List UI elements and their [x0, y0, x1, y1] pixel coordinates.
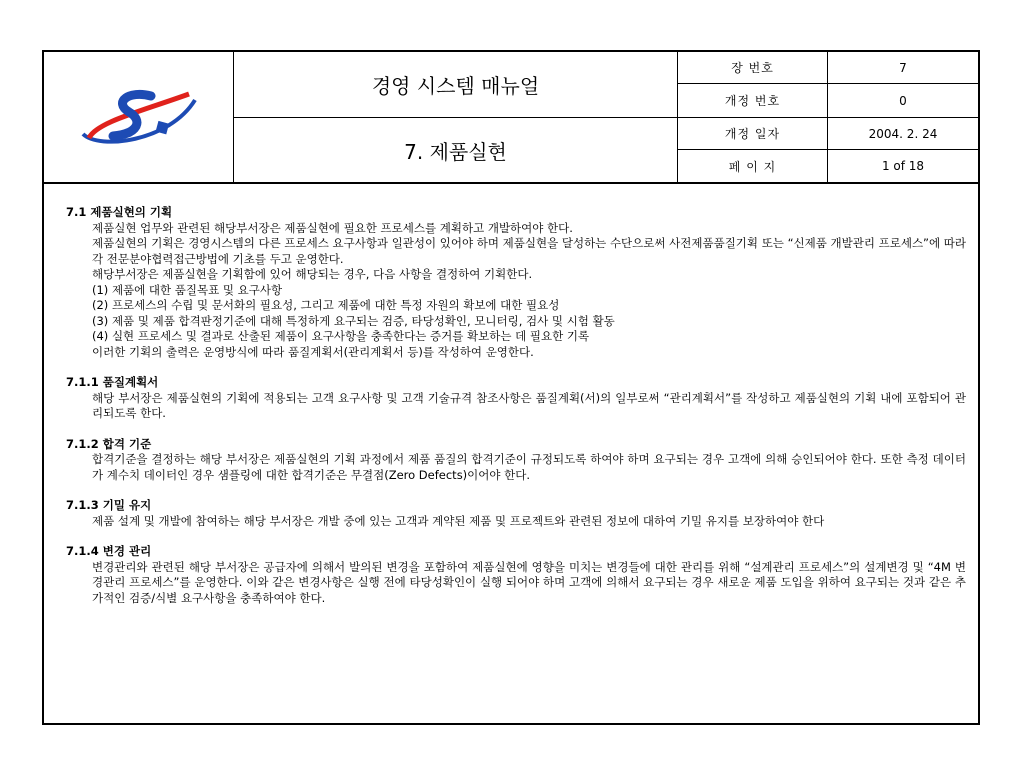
- list-item: (3) 제품 및 제품 합격판정기준에 대해 특정하게 요구되는 검증, 타당성확인, 모니터링, 검사 및 시험 활동: [92, 313, 615, 328]
- section-heading: 7.1 제품실현의 기획: [66, 205, 173, 219]
- company-logo-cell: [44, 52, 234, 182]
- manual-title: 경영 시스템 매뉴얼: [234, 52, 678, 118]
- list-item: (1) 제품에 대한 품질목표 및 요구사항: [92, 282, 283, 297]
- paragraph: 이러한 기획의 출력은 운영방식에 따라 품질계획서(관리계획서 등)를 작성하여 운영한다.: [92, 344, 534, 359]
- chapter-number-label: 장 번호: [678, 52, 828, 84]
- company-logo-icon: [79, 82, 199, 152]
- document-frame: [42, 50, 980, 725]
- chapter-number-value: 7: [828, 52, 978, 84]
- paragraph: 해당부서장은 제품실현을 기획함에 있어 해당되는 경우, 다음 사항을 결정하여 기획한다.: [92, 267, 533, 281]
- page-value: 1 of 18: [881, 159, 925, 173]
- list-item: (2) 프로세스의 수립 및 문서화의 필요성, 그리고 제품에 대한 특정 자원의 확보에 대한 필요성: [92, 298, 560, 312]
- paragraph: 제품실현 업무와 관련된 해당부서장은 제품실현에 필요한 프로세스를 계획하고 개발하여야 한다.: [92, 220, 573, 235]
- paragraph: 제품 설계 및 개발에 참여하는 해당 부서장은 개발 중에 있는 고객과 계약된 제품 및 프로젝트와 관련된 정보에 대하여 기밀 유지를 보장하여야 한다: [92, 513, 825, 528]
- section-heading: 7.1.2 합격 기준: [66, 436, 152, 451]
- section-heading: 7.1.1 품질계획서: [66, 375, 159, 389]
- paragraph: 해당 부서장은 제품실현의 기획에 적용되는 고객 요구사항 및 고객 기술규격 참조사항은 품질계획(서)의 일부로써 “관리계획서”를 작성하고 제품실현의 기획 내에 포함되어 관리되도록 한다.: [92, 390, 966, 420]
- section-7-1-2: [66, 437, 966, 484]
- section-7-1-4: [66, 544, 966, 606]
- paragraph: 합격기준을 결정하는 해당 부서장은 제품실현의 기획 과정에서 제품 품질의 합격기준이 규정되도록 하여야 하며 요구되는 경우 고객에 의해 승인되어야 한다. 또한 측정 데이터가 계수치 데이터인 경우 샘플링에 대한 합격기준은 무결점(Zero Defects)이어야 한다.: [92, 452, 966, 482]
- revision-date-value: 2004. 2. 24: [828, 118, 978, 150]
- paragraph: 제품실현의 기획은 경영시스템의 다른 프로세스 요구사항과 일관성이 있어야 하며 제품실현을 달성하는 수단으로써 사전제품품질기획 또는 “신제품 개발관리 프로세스”에 따라 각 전문분야협력접근방법에 기초를 두고 운영한다.: [92, 236, 966, 266]
- chapter-title: 7. 제품실현: [234, 118, 678, 182]
- document-header: [44, 52, 978, 184]
- revision-number-value: 0: [828, 84, 978, 118]
- revision-number-label: 개정 번호: [678, 84, 828, 118]
- paragraph: 변경관리와 관련된 해당 부서장은 공급자에 의해서 발의된 변경을 포함하여 제품실현에 영향을 미치는 변경들에 대한 관리를 위해 “설계관리 프로세스”의 설계변경 및 “4M 변경관리 프로세스”를 운영한다. 이와 같은 변경사항은 실행 전에 타당성확인이 실행 되어야 하며 고객에 의해서 요구되는 경우 새로운 제품 도입을 위하여 요구되는 것과 같은 추가적인 검증/식별 요구사항을 충족하여야 한다.: [92, 559, 966, 605]
- document-body: [66, 205, 966, 621]
- revision-date-label: 개정 일자: [678, 118, 828, 150]
- section-7-1: [66, 205, 966, 360]
- section-heading: 7.1.4 변경 관리: [66, 544, 152, 558]
- section-7-1-1: [66, 375, 966, 422]
- page-label: 페 이 지: [678, 150, 828, 182]
- section-heading: 7.1.3 기밀 유지: [66, 498, 152, 512]
- section-7-1-3: [66, 498, 966, 529]
- list-item: (4) 실현 프로세스 및 결과로 산출된 제품이 요구사항을 충족한다는 증거를 확보하는 데 필요한 기록: [92, 329, 590, 343]
